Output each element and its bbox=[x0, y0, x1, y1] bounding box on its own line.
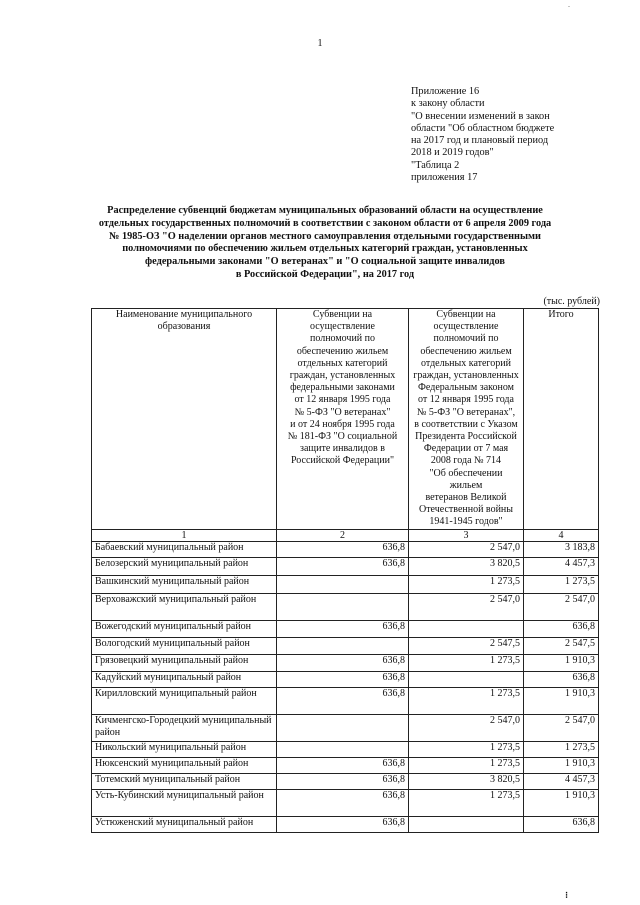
subvention-laws-value: 636,8 bbox=[277, 541, 409, 557]
table-row bbox=[92, 654, 599, 671]
header-line: отдельных категорий bbox=[297, 357, 388, 369]
header-line: Субвенции на bbox=[312, 309, 373, 320]
appendix-line: Приложение 16 bbox=[411, 86, 480, 97]
appendix-header bbox=[411, 86, 611, 184]
municipality-name: Усть-Кубинский муниципальный район bbox=[92, 789, 277, 816]
total-value: 2 547,0 bbox=[524, 714, 599, 741]
table-header-row bbox=[92, 309, 599, 530]
total-value: 4 457,3 bbox=[524, 773, 599, 789]
subvention-laws-value: 636,8 bbox=[277, 816, 409, 832]
subvention-decree-value: 2 547,0 bbox=[409, 714, 524, 741]
table-row bbox=[92, 620, 599, 637]
header-line: и от 24 ноября 1995 года bbox=[290, 418, 395, 430]
appendix-line: "О внесении изменений в закон bbox=[411, 110, 550, 122]
header-line: Федерации от 7 мая bbox=[423, 443, 509, 455]
header-line: № 5-ФЗ "О ветеранах" bbox=[294, 406, 391, 418]
total-value: 2 547,0 bbox=[524, 593, 599, 620]
table-row bbox=[92, 741, 599, 757]
municipality-name: Вожегодский муниципальный район bbox=[92, 620, 277, 637]
subvention-decree-value: 1 273,5 bbox=[409, 575, 524, 593]
table-row bbox=[92, 575, 599, 593]
subvention-decree-value: 3 820,5 bbox=[409, 557, 524, 575]
appendix-line: области "Об областном бюджете bbox=[411, 122, 555, 134]
subvention-decree-value: 1 273,5 bbox=[409, 687, 524, 714]
total-value: 1 910,3 bbox=[524, 654, 599, 671]
header-municipality: Наименование муниципального образования bbox=[92, 309, 277, 530]
subvention-decree-value: 2 547,0 bbox=[409, 593, 524, 620]
appendix-line: "Таблица 2 bbox=[411, 159, 460, 171]
total-value: 1 910,3 bbox=[524, 757, 599, 773]
scan-mark: . bbox=[568, 0, 570, 9]
header-line: граждан, установленных bbox=[413, 370, 519, 382]
title-line: полномочиями по обеспечению жильем отдельных категорий граждан, установленных bbox=[122, 243, 528, 255]
subvention-decree-value bbox=[409, 671, 524, 687]
column-number: 1 bbox=[92, 529, 277, 541]
municipality-name: Устюженский муниципальный район bbox=[92, 816, 277, 832]
total-value: 1 273,5 bbox=[524, 741, 599, 757]
appendix-line: к закону области bbox=[411, 98, 485, 110]
subvention-decree-value: 1 273,5 bbox=[409, 741, 524, 757]
subvention-laws-value bbox=[277, 593, 409, 620]
table-row bbox=[92, 541, 599, 557]
subvention-laws-value: 636,8 bbox=[277, 671, 409, 687]
column-number: 4 bbox=[524, 529, 599, 541]
subvention-decree-value: 2 547,5 bbox=[409, 637, 524, 654]
document-title bbox=[92, 205, 558, 282]
header-line: осуществление bbox=[433, 321, 499, 333]
header-line: полномочий по bbox=[433, 333, 499, 345]
header-total: Итого bbox=[524, 309, 599, 530]
scan-mark: ⁝ bbox=[565, 890, 568, 900]
header-line: граждан, установленных bbox=[289, 370, 396, 382]
header-line: Субвенции на bbox=[436, 309, 496, 320]
header-line: ветеранов Великой bbox=[425, 492, 507, 504]
column-number-row bbox=[92, 529, 599, 541]
subvention-decree-value: 3 820,5 bbox=[409, 773, 524, 789]
header-line: 2008 года № 714 bbox=[430, 455, 502, 467]
header-line: от 12 января 1995 года bbox=[418, 394, 514, 406]
total-value: 1 910,3 bbox=[524, 789, 599, 816]
municipality-name: Белозерский муниципальный район bbox=[92, 557, 277, 575]
table-row bbox=[92, 789, 599, 816]
table-row bbox=[92, 593, 599, 620]
total-value: 2 547,5 bbox=[524, 637, 599, 654]
table-row bbox=[92, 687, 599, 714]
table-row bbox=[92, 757, 599, 773]
subvention-laws-value bbox=[277, 637, 409, 654]
total-value: 636,8 bbox=[524, 671, 599, 687]
table-row bbox=[92, 816, 599, 832]
total-value: 636,8 bbox=[524, 620, 599, 637]
title-line: Распределение субвенций бюджетам муниципальных образований области на осуществление bbox=[107, 205, 543, 216]
table-row bbox=[92, 637, 599, 654]
units-label: (тыс. рублей) bbox=[543, 296, 600, 307]
header-line: осуществление bbox=[310, 321, 375, 333]
total-value: 1 910,3 bbox=[524, 687, 599, 714]
page-number: 1 bbox=[317, 38, 323, 49]
header-line: полномочий по bbox=[309, 333, 376, 345]
header-line: обеспечению жильем bbox=[296, 345, 389, 357]
municipality-name: Вологодский муниципальный район bbox=[92, 637, 277, 654]
header-line: в соответствии с Указом bbox=[414, 418, 518, 430]
table-row bbox=[92, 671, 599, 687]
header-line: отдельных категорий bbox=[420, 357, 511, 369]
header-line: "Об обеспечении жильем bbox=[429, 467, 503, 491]
subvention-laws-value: 636,8 bbox=[277, 557, 409, 575]
subvention-laws-value: 636,8 bbox=[277, 687, 409, 714]
header-line: защите инвалидов в bbox=[300, 443, 385, 455]
title-line: в Российской Федерации", на 2017 год bbox=[235, 268, 415, 280]
column-number: 2 bbox=[277, 529, 409, 541]
title-line: отдельных государственных полномочий в соответствии с законом области от 6 апреля 2009 года bbox=[98, 217, 552, 229]
header-line: № 5-ФЗ "О ветеранах", bbox=[416, 406, 516, 418]
subvention-decree-value bbox=[409, 816, 524, 832]
total-value: 1 273,5 bbox=[524, 575, 599, 593]
subvention-decree-value: 1 273,5 bbox=[409, 789, 524, 816]
column-number: 3 bbox=[409, 529, 524, 541]
header-line: Отечественной войны bbox=[418, 504, 514, 516]
total-value: 4 457,3 bbox=[524, 557, 599, 575]
header-line: обеспечению жильем bbox=[420, 345, 512, 357]
municipality-name: Грязовецкий муниципальный район bbox=[92, 654, 277, 671]
header-line: 1941-1945 годов" bbox=[429, 516, 503, 528]
subvention-decree-value: 2 547,0 bbox=[409, 541, 524, 557]
header-line: № 181-ФЗ "О социальной bbox=[287, 431, 398, 443]
table-row bbox=[92, 557, 599, 575]
municipality-name: Никольский муниципальный район bbox=[92, 741, 277, 757]
subvention-laws-value: 636,8 bbox=[277, 757, 409, 773]
municipality-name: Вашкинский муниципальный район bbox=[92, 575, 277, 593]
subvention-laws-value: 636,8 bbox=[277, 620, 409, 637]
municipality-name: Кичменгско-Городецкий муниципальный район bbox=[92, 714, 277, 741]
header-line: федеральными законами bbox=[290, 382, 395, 394]
header-line: от 12 января 1995 года bbox=[294, 394, 391, 406]
table-row bbox=[92, 714, 599, 741]
header-subvention-laws bbox=[277, 309, 409, 530]
subvention-decree-value bbox=[409, 620, 524, 637]
subvention-laws-value bbox=[277, 575, 409, 593]
title-line: № 1985-ОЗ "О наделении органов местного самоуправления отдельными государственными bbox=[109, 230, 541, 242]
subvention-laws-value: 636,8 bbox=[277, 654, 409, 671]
appendix-line: на 2017 год и плановый период bbox=[411, 135, 549, 147]
header-line: Президента Российской bbox=[415, 431, 517, 443]
subvention-decree-value: 1 273,5 bbox=[409, 757, 524, 773]
subvention-laws-value bbox=[277, 741, 409, 757]
municipality-name: Тотемский муниципальный район bbox=[92, 773, 277, 789]
municipality-name: Кадуйский муниципальный район bbox=[92, 671, 277, 687]
total-value: 636,8 bbox=[524, 816, 599, 832]
subvention-laws-value: 636,8 bbox=[277, 773, 409, 789]
header-line: Федеральным законом bbox=[418, 382, 514, 394]
subvention-decree-value: 1 273,5 bbox=[409, 654, 524, 671]
total-value: 3 183,8 bbox=[524, 541, 599, 557]
municipality-name: Бабаевский муниципальный район bbox=[92, 541, 277, 557]
subvention-laws-value bbox=[277, 714, 409, 741]
appendix-line: приложения 17 bbox=[411, 172, 478, 184]
municipality-name: Кирилловский муниципальный район bbox=[92, 687, 277, 714]
header-line: Российской Федерации" bbox=[290, 455, 395, 467]
municipality-name: Верховажский муниципальный район bbox=[92, 593, 277, 620]
appendix-line: 2018 и 2019 годов" bbox=[411, 147, 494, 159]
municipality-name: Нюксенский муниципальный район bbox=[92, 757, 277, 773]
title-line: федеральными законами "О ветеранах" и "О социальной защите инвалидов bbox=[145, 256, 505, 268]
subvention-table bbox=[91, 308, 599, 833]
table-row bbox=[92, 773, 599, 789]
subvention-laws-value: 636,8 bbox=[277, 789, 409, 816]
header-subvention-decree bbox=[409, 309, 524, 530]
